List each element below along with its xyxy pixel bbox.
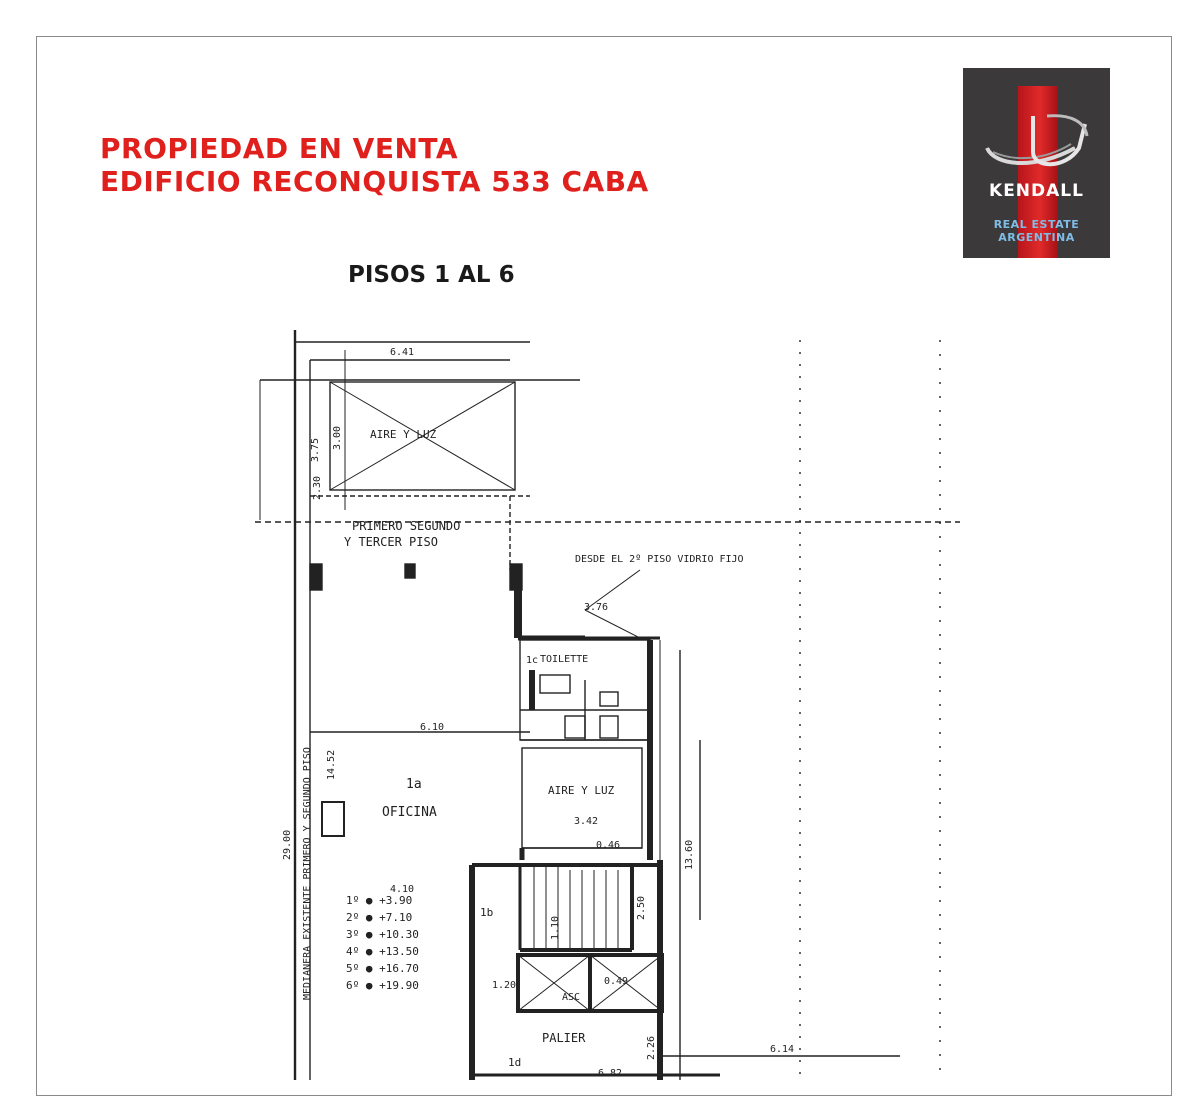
logo-k-monogram-icon (975, 108, 1099, 178)
logo-tagline (963, 218, 1110, 244)
floor-levels-list (346, 894, 419, 992)
dim-1-20: 1.20 (492, 980, 517, 991)
label-room-1d: 1d (508, 1056, 522, 1069)
label-room-1b: 1b (480, 906, 494, 919)
dim-0-49: 0.49 (604, 976, 629, 987)
dim-2-30: 2.30 (312, 475, 323, 500)
label-asc: ASC (562, 992, 581, 1003)
label-vidrio-fijo: DESDE EL 2º PISO VIDRIO FIJO (575, 554, 744, 565)
dim-3-75: 3.75 (310, 437, 321, 462)
dim-14-52: 14.52 (326, 749, 337, 780)
logo-brand-name: KENDALL (989, 181, 1084, 201)
floors-subtitle: PISOS 1 AL 6 (348, 262, 515, 288)
dim-3-00: 3.00 (332, 425, 343, 450)
dim-0-46: 0.46 (596, 840, 621, 851)
level-row: 5º ● +16.70 (346, 962, 419, 975)
level-row: 3º ● +10.30 (346, 928, 419, 941)
label-tercer-piso: Y TERCER PISO (344, 535, 438, 549)
logo-tagline-line-2: ARGENTINA (998, 231, 1075, 244)
label-room-1a: 1a (406, 777, 422, 792)
label-room-1c: 1c (526, 655, 539, 666)
level-row: 2º ● +7.10 (346, 911, 413, 924)
label-floors: PRIMERO SEGUNDO (352, 519, 461, 533)
level-row: 6º ● +19.90 (346, 979, 419, 992)
dim-13-60: 13.60 (684, 839, 695, 870)
level-row: 1º ● +3.90 (346, 894, 413, 907)
dim-6-41: 6.41 (390, 347, 415, 358)
kendall-logo (963, 68, 1110, 258)
label-oficina: OFICINA (382, 805, 437, 820)
dim-3-42: 3.42 (574, 816, 599, 827)
label-aire-luz-top: AIRE Y LUZ (370, 428, 437, 441)
floor-plan-drawing (240, 320, 960, 1080)
dim-2-26: 2.26 (646, 1035, 657, 1060)
dim-3-76: 3.76 (584, 602, 609, 613)
label-palier: PALIER (542, 1031, 586, 1045)
dim-29-00: 29.00 (282, 829, 293, 860)
dim-2-50: 2.50 (636, 895, 647, 920)
level-row: 4º ● +13.50 (346, 945, 419, 958)
title-line-2: EDIFICIO RECONQUISTA 533 CABA (100, 165, 649, 198)
label-aire-luz-mid: AIRE Y LUZ (548, 784, 615, 797)
page-title (100, 132, 649, 198)
dim-6-14: 6.14 (770, 1044, 795, 1055)
dim-1-10: 1.10 (550, 915, 561, 940)
logo-tagline-line-1: REAL ESTATE (993, 218, 1080, 231)
dim-6-82: 6.82 (598, 1068, 623, 1079)
dim-6-10: 6.10 (420, 722, 445, 733)
title-line-1: PROPIEDAD EN VENTA (100, 132, 458, 165)
dim-4-10: 4.10 (390, 884, 415, 895)
label-toilette: TOILETTE (540, 654, 589, 665)
label-medianera: MEDIANERA EXISTENTE PRIMERO Y SEGUNDO PISO (302, 747, 313, 1000)
